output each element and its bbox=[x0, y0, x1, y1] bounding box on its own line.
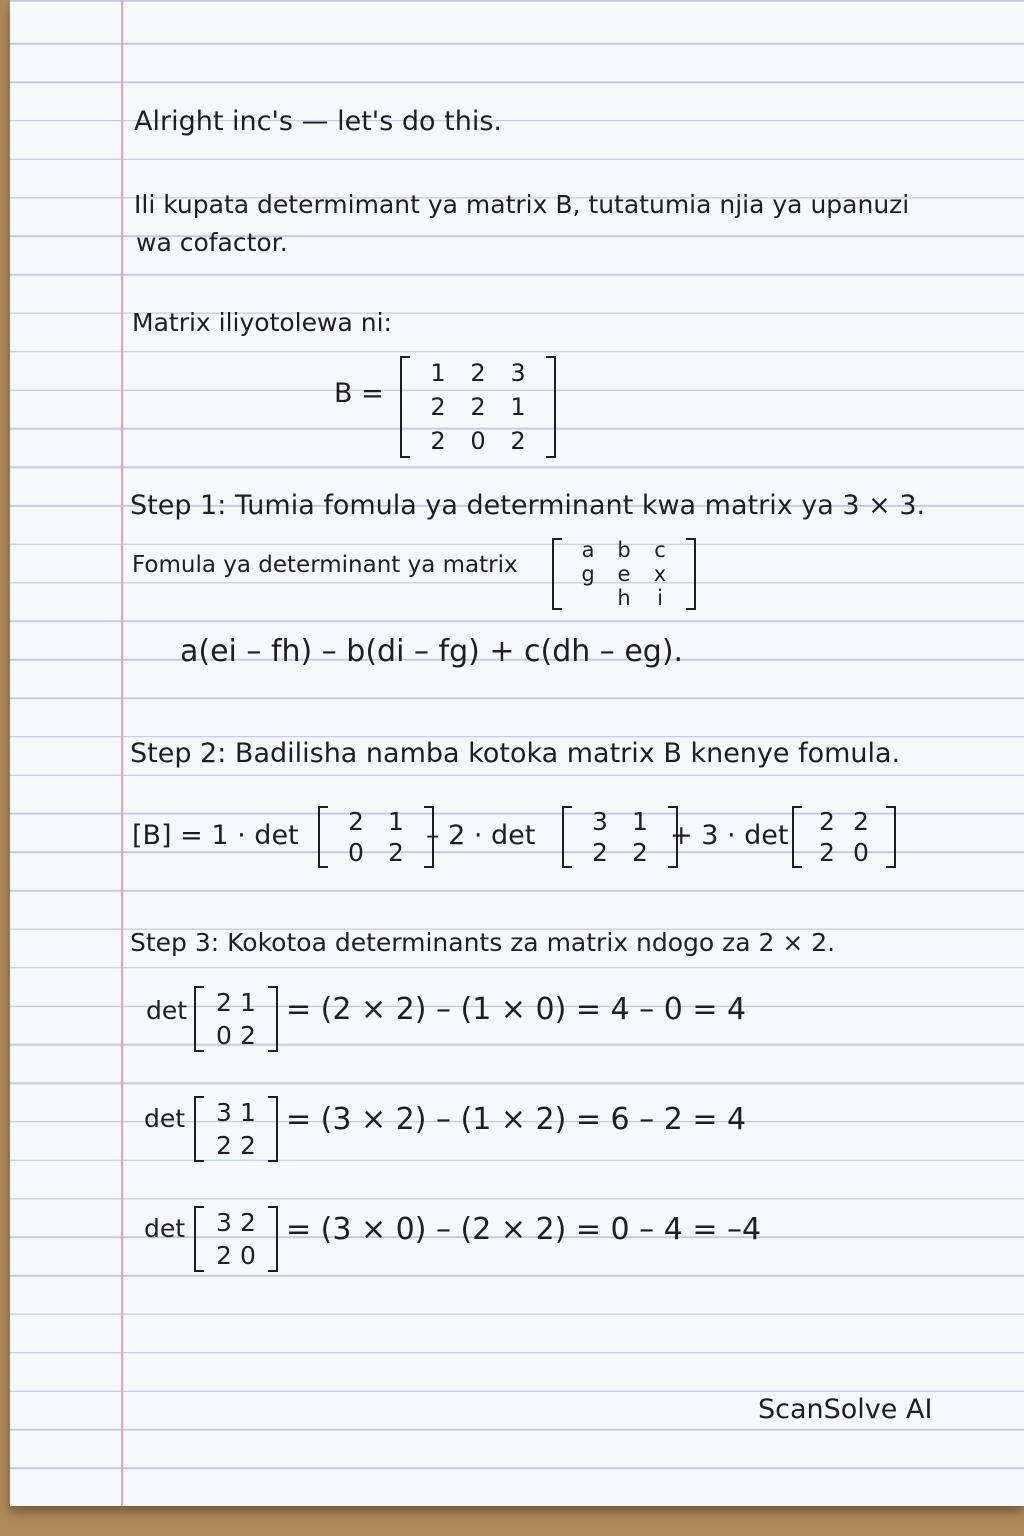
matrix-cell: 3 bbox=[216, 1098, 232, 1127]
bracket-right bbox=[268, 986, 278, 1052]
matrix-cell: 2 bbox=[510, 427, 526, 455]
calc-1-det: det bbox=[146, 996, 188, 1025]
step1-formula: a(ei – fh) – b(di – fg) + c(dh – eg). bbox=[180, 634, 684, 669]
minor-3-cells bbox=[802, 806, 886, 868]
step2-lhs: [B] = 1 · det bbox=[132, 820, 299, 851]
step2-op3: + 3 · det bbox=[670, 820, 789, 851]
step2-op2: – 2 · det bbox=[426, 820, 536, 851]
calc-3-det: det bbox=[144, 1214, 186, 1243]
bracket-left bbox=[318, 806, 328, 868]
calc-1-matrix bbox=[194, 986, 278, 1052]
matrix-cell: 0 bbox=[470, 427, 486, 455]
matrix-cell: 1 bbox=[430, 359, 446, 387]
given-matrix-label: Matrix iliyotolewa ni: bbox=[132, 308, 392, 337]
matrix-cell: 2 bbox=[216, 988, 232, 1017]
calc-2-cells bbox=[204, 1096, 268, 1162]
bracket-left bbox=[194, 986, 204, 1052]
calc-2-result: = (3 × 2) – (1 × 2) = 6 – 2 = 4 bbox=[286, 1102, 747, 1137]
paragraph-line-2: wa cofactor. bbox=[136, 228, 288, 257]
calc-3-result: = (3 × 0) – (2 × 2) = 0 – 4 = –4 bbox=[286, 1212, 762, 1247]
matrix-cell: 2 bbox=[592, 838, 608, 867]
signature: ScanSolve AI bbox=[758, 1394, 933, 1425]
matrix-cell: 3 bbox=[592, 807, 608, 836]
generic-matrix-cells bbox=[562, 538, 686, 610]
matrix-cell: 2 bbox=[819, 838, 835, 867]
matrix-cell: 0 bbox=[348, 838, 364, 867]
matrix-cell: 2 bbox=[240, 1208, 256, 1237]
margin-line bbox=[121, 0, 123, 1506]
bracket-left bbox=[552, 538, 562, 610]
calc-1-cells bbox=[204, 986, 268, 1052]
matrix-b bbox=[400, 356, 556, 458]
step2-title: Step 2: Badilisha namba kotoka matrix B knenye fomula. bbox=[130, 738, 901, 769]
bracket-right bbox=[268, 1206, 278, 1272]
matrix-b-cells bbox=[410, 356, 546, 458]
bracket-left bbox=[400, 356, 410, 458]
bracket-left bbox=[562, 806, 572, 868]
calc-2-det: det bbox=[144, 1104, 186, 1133]
matrix-cell: 0 bbox=[853, 838, 869, 867]
matrix-cell: 2 bbox=[388, 838, 404, 867]
calc-3-matrix bbox=[194, 1206, 278, 1272]
minor-matrix-1 bbox=[318, 806, 434, 868]
matrix-cell: 2 bbox=[470, 359, 486, 387]
step1-title: Step 1: Tumia fomula ya determinant kwa matrix ya 3 × 3. bbox=[130, 490, 926, 521]
matrix-cell: h bbox=[617, 585, 631, 610]
notebook-page bbox=[10, 0, 1024, 1506]
matrix-cell: c bbox=[654, 537, 666, 562]
matrix-cell: 0 bbox=[216, 1021, 232, 1050]
minor-matrix-2 bbox=[562, 806, 678, 868]
calc-3-cells bbox=[204, 1206, 268, 1272]
bracket-left bbox=[194, 1096, 204, 1162]
minor-2-cells bbox=[572, 806, 668, 868]
matrix-cell: 2 bbox=[632, 838, 648, 867]
calc-1-result: = (2 × 2) – (1 × 0) = 4 – 0 = 4 bbox=[286, 992, 747, 1027]
matrix-cell: a bbox=[581, 537, 595, 562]
matrix-cell: 1 bbox=[632, 807, 648, 836]
matrix-cell: 3 bbox=[510, 359, 526, 387]
matrix-cell: 2 bbox=[216, 1131, 232, 1160]
matrix-cell: x bbox=[653, 561, 667, 586]
matrix-cell: 2 bbox=[240, 1021, 256, 1050]
intro-line: Alright inc's — let's do this. bbox=[134, 106, 502, 137]
matrix-cell: 2 bbox=[216, 1241, 232, 1270]
paragraph-line-1: Ili kupata determimant ya matrix B, tutatumia njia ya upanuzi bbox=[134, 190, 910, 219]
matrix-cell: 2 bbox=[853, 807, 869, 836]
matrix-cell: 2 bbox=[430, 393, 446, 421]
bracket-right bbox=[886, 806, 896, 868]
step3-title: Step 3: Kokotoa determinants za matrix ndogo za 2 × 2. bbox=[130, 928, 836, 957]
calc-2-matrix bbox=[194, 1096, 278, 1162]
matrix-cell: 2 bbox=[430, 427, 446, 455]
step1-formula-label: Fomula ya determinant ya matrix bbox=[132, 552, 518, 578]
bracket-right bbox=[686, 538, 696, 610]
matrix-cell: g bbox=[581, 561, 595, 586]
matrix-cell: 1 bbox=[510, 393, 526, 421]
matrix-cell: 1 bbox=[240, 1098, 256, 1127]
minor-1-cells bbox=[328, 806, 424, 868]
matrix-cell: 1 bbox=[388, 807, 404, 836]
minor-matrix-3 bbox=[792, 806, 896, 868]
matrix-b-prefix: B = bbox=[334, 378, 384, 409]
matrix-cell: i bbox=[657, 585, 663, 610]
matrix-cell: 1 bbox=[240, 988, 256, 1017]
bracket-right bbox=[546, 356, 556, 458]
bracket-left bbox=[792, 806, 802, 868]
matrix-cell: e bbox=[617, 561, 631, 586]
generic-matrix bbox=[552, 538, 696, 610]
matrix-cell: 2 bbox=[348, 807, 364, 836]
matrix-cell: 2 bbox=[240, 1131, 256, 1160]
bracket-right bbox=[268, 1096, 278, 1162]
bracket-left bbox=[194, 1206, 204, 1272]
matrix-cell: 0 bbox=[240, 1241, 256, 1270]
matrix-cell: 3 bbox=[216, 1208, 232, 1237]
matrix-cell: 2 bbox=[470, 393, 486, 421]
matrix-cell: b bbox=[617, 537, 631, 562]
matrix-cell: 2 bbox=[819, 807, 835, 836]
